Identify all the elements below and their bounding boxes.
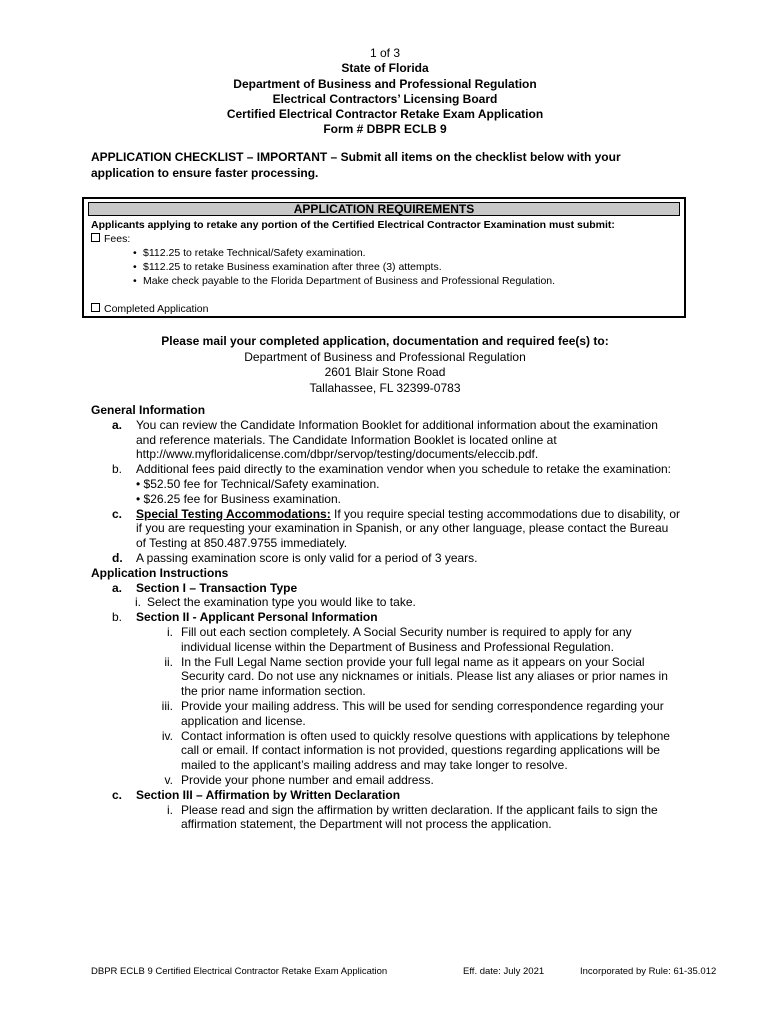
instruction-item	[91, 595, 681, 610]
fees-row	[91, 232, 681, 246]
special-accommodations-title: Special Testing Accommodations:	[136, 506, 331, 521]
item-label: i.	[167, 624, 173, 639]
general-item-c	[91, 507, 681, 551]
item-text: Provide your phone number and email address.	[181, 772, 434, 787]
section-label: b.	[112, 610, 123, 625]
fee-line: • $26.25 fee for Business examination.	[136, 491, 341, 506]
mail-instruction: Please mail your completed application, documentation and required fee(s) to:	[161, 334, 609, 348]
item-label: v.	[164, 772, 173, 787]
mail-address-line: Tallahassee, FL 32399-0783	[309, 380, 461, 395]
item-label: i.	[167, 802, 173, 817]
page-number: 1 of 3	[369, 46, 401, 60]
item-label: iii.	[161, 698, 173, 713]
instruction-item	[91, 699, 681, 729]
fee-line: • $52.50 fee for Technical/Safety examination.	[136, 476, 380, 491]
section-label: a.	[112, 580, 123, 595]
item-text: Please read and sign the affirmation by written declaration. If the applicant fails to sign the affirmation statement, the Department will not process the application.	[181, 802, 658, 832]
instruction-item	[91, 625, 681, 655]
general-item-b	[91, 462, 681, 506]
footer-form-name: DBPR ECLB 9 Certified Electrical Contractor Retake Exam Application	[91, 966, 388, 977]
item-label: a.	[112, 417, 123, 432]
spacer	[91, 288, 681, 302]
mailing-instructions	[0, 334, 770, 396]
item-text: In the Full Legal Name section provide your full legal name as it appears on your Social Security card. Do not use any nicknames or initials. Please list any aliases or prior names in the prior name information section.	[181, 654, 668, 699]
body-content	[91, 403, 681, 832]
item-text: Fill out each section completely. A Social Security number is required to apply for any individual license within the Department of Business and Professional Regulation.	[181, 624, 632, 654]
department-name: Department of Business and Professional Regulation	[233, 76, 537, 91]
item-text: Select the examination type you would like to take.	[147, 595, 416, 610]
section-title: Section I – Transaction Type	[136, 580, 298, 595]
state-name: State of Florida	[341, 61, 429, 76]
completed-application-row	[91, 302, 681, 316]
instructions-section-a	[91, 581, 681, 596]
item-text: You can review the Candidate Information Booklet for additional information about the examination and reference materials. The Candidate Information Booklet is located online at http://www.myfloridalicense.com/dbpr/servop/testing/documents/eleccib.pdf.	[136, 417, 658, 462]
section-label: c.	[112, 787, 123, 802]
completed-application-label: Completed Application	[104, 303, 209, 315]
requirements-intro: Applicants applying to retake any portion of the Certified Electrical Contractor Examination must submit:	[91, 219, 615, 231]
item-label: i.	[135, 595, 141, 610]
form-title: Certified Electrical Contractor Retake Exam Application	[226, 107, 544, 122]
instruction-item	[91, 655, 681, 699]
requirements-box	[82, 197, 686, 318]
fee-item: • $112.25 to retake Business examination after three (3) attempts.	[91, 260, 681, 274]
footer-effective-date: Eff. date: July 2021	[463, 966, 545, 977]
section-title: Section III – Affirmation by Written Declaration	[136, 787, 401, 802]
requirements-title: APPLICATION REQUIREMENTS	[88, 202, 680, 216]
item-text: A passing examination score is only valid for a period of 3 years.	[136, 550, 478, 565]
fee-item: • Make check payable to the Florida Department of Business and Professional Regulation.	[91, 274, 681, 288]
document-header	[0, 46, 770, 138]
item-label: ii.	[164, 654, 173, 669]
item-label: b.	[112, 462, 123, 477]
item-text: Provide your mailing address. This will be used for sending correspondence regarding your application and license.	[181, 698, 664, 728]
fee-item: • $112.25 to retake Technical/Safety examination.	[91, 246, 681, 260]
general-information-heading: General Information	[91, 403, 206, 417]
item-label: d.	[112, 550, 123, 565]
item-text: Contact information is often used to quickly resolve questions with applications by telephone call or email. If contact information is not provided, questions regarding applications will be mailed to the applicant’s mailing address and may take longer to resolve.	[181, 728, 670, 773]
mail-address-line: 2601 Blair Stone Road	[324, 365, 446, 379]
item-text: If you require special testing accommodations due to disability, or if you are requesting your examination in Spanish, or any other language, please contact the Bureau of Testing at 850.487.9755 immediately.	[136, 506, 680, 551]
general-item-d	[91, 551, 681, 566]
instructions-section-b	[91, 610, 681, 625]
section-title: Section II - Applicant Personal Information	[136, 610, 378, 625]
instruction-item	[91, 803, 681, 833]
completed-application-checkbox-icon	[91, 303, 100, 312]
general-item-a	[91, 418, 681, 462]
footer-rule: Incorporated by Rule: 61-35.012	[580, 966, 717, 977]
fees-label: Fees:	[104, 233, 131, 245]
item-label: c.	[112, 506, 123, 521]
form-number: Form # DBPR ECLB 9	[323, 122, 447, 137]
mail-address-line: Department of Business and Professional Regulation	[244, 349, 526, 364]
item-text: Additional fees paid directly to the examination vendor when you schedule to retake the examination:	[136, 462, 671, 477]
application-instructions-heading: Application Instructions	[91, 565, 229, 580]
instruction-item	[91, 773, 681, 788]
item-label: iv.	[161, 728, 173, 743]
requirements-content	[91, 218, 681, 316]
board-name: Electrical Contractors’ Licensing Board	[272, 91, 498, 106]
instructions-section-c	[91, 788, 681, 803]
checklist-notice: APPLICATION CHECKLIST – IMPORTANT – Submit all items on the checklist below with your application to ensure faster processing.	[91, 150, 621, 180]
fees-checkbox-icon	[91, 233, 100, 242]
instruction-item	[91, 729, 681, 773]
